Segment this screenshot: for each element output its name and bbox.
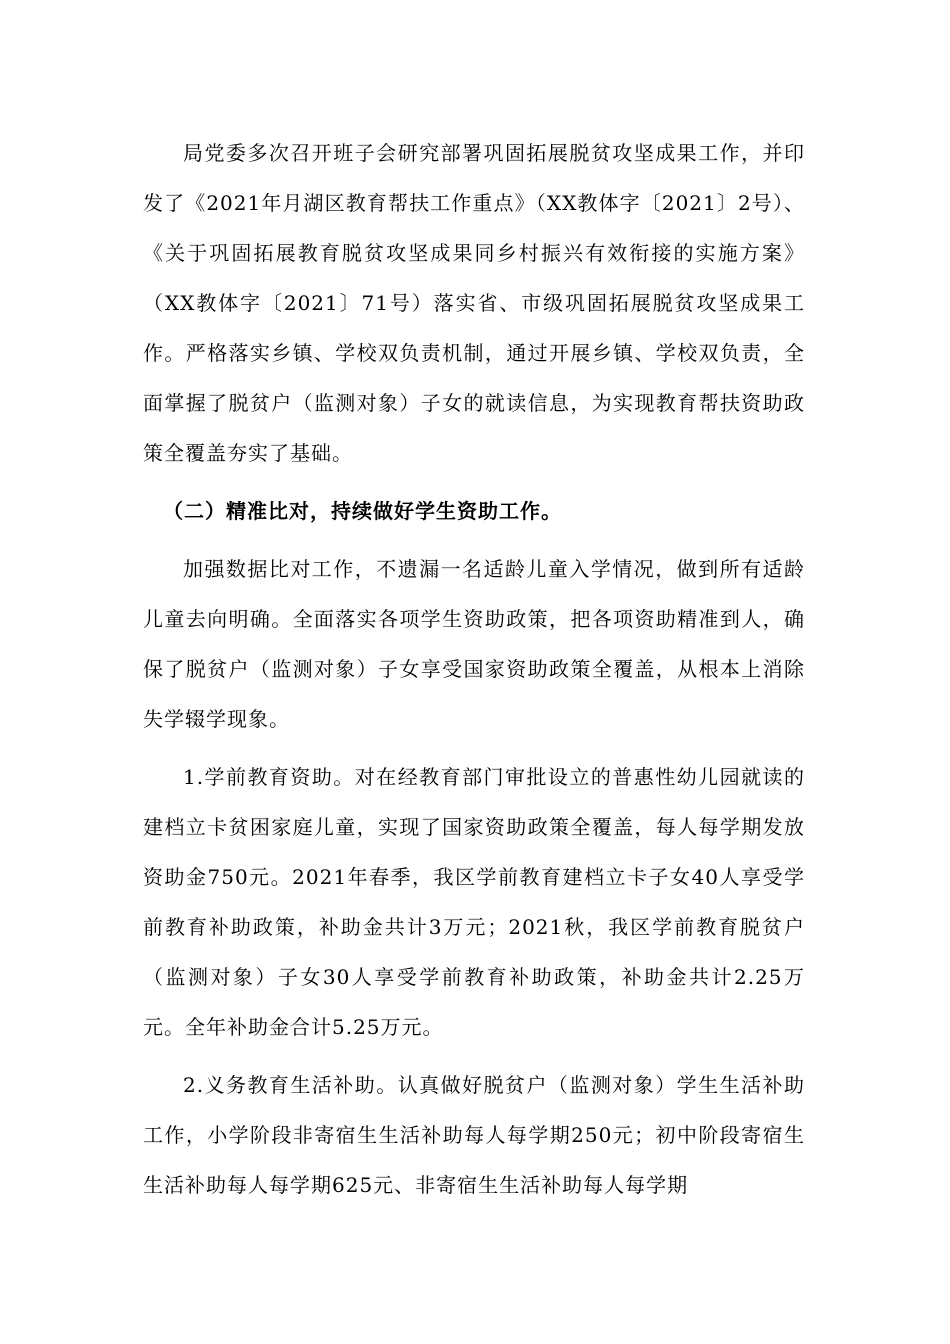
section-heading-student-aid: （二）精准比对，持续做好学生资助工作。 [163, 499, 562, 523]
document-page [143, 128, 805, 1210]
paragraph-data-comparison: 加强数据比对工作，不遗漏一名适龄儿童入学情况，做到所有适龄儿童去向明确。全面落实各项学生资助政策，把各项资助精准到人，确保了脱贫户（监测对象）子女享受国家资助政策全覆盖，从根本上消除失学辍学现象。 [143, 557, 805, 731]
paragraph-poverty-consolidation: 局党委多次召开班子会研究部署巩固拓展脱贫攻坚成果工作，并印发了《2021年月湖区教育帮扶工作重点》（XX教体字〔2021〕2号）、《关于巩固拓展教育脱贫攻坚成果同乡村振兴有效衔接的实施方案》（XX教体字〔2021〕71号）落实省、市级巩固拓展脱贫攻坚成果工作。严格落实乡镇、学校双负责机制，通过开展乡镇、学校双负责，全面掌握了脱贫户（监测对象）子女的就读信息，为实现教育帮扶资助政策全覆盖夯实了基础。 [143, 141, 805, 465]
paragraph-preschool-aid: 1.学前教育资助。对在经教育部门审批设立的普惠性幼儿园就读的建档立卡贫困家庭儿童，实现了国家资助政策全覆盖，每人每学期发放资助金750元。2021年春季，我区学前教育建档立卡子女40人享受学前教育补助政策，补助金共计3万元；2021秋，我区学前教育脱贫户（监测对象）子女30人享受学前教育补助政策，补助金共计2.25万元。全年补助金合计5.25万元。 [143, 765, 805, 1039]
paragraph-compulsory-education-aid: 2.义务教育生活补助。认真做好脱贫户（监测对象）学生生活补助工作，小学阶段非寄宿生生活补助每人每学期250元；初中阶段寄宿生生活补助每人每学期625元、非寄宿生生活补助每人每学期 [143, 1073, 805, 1197]
